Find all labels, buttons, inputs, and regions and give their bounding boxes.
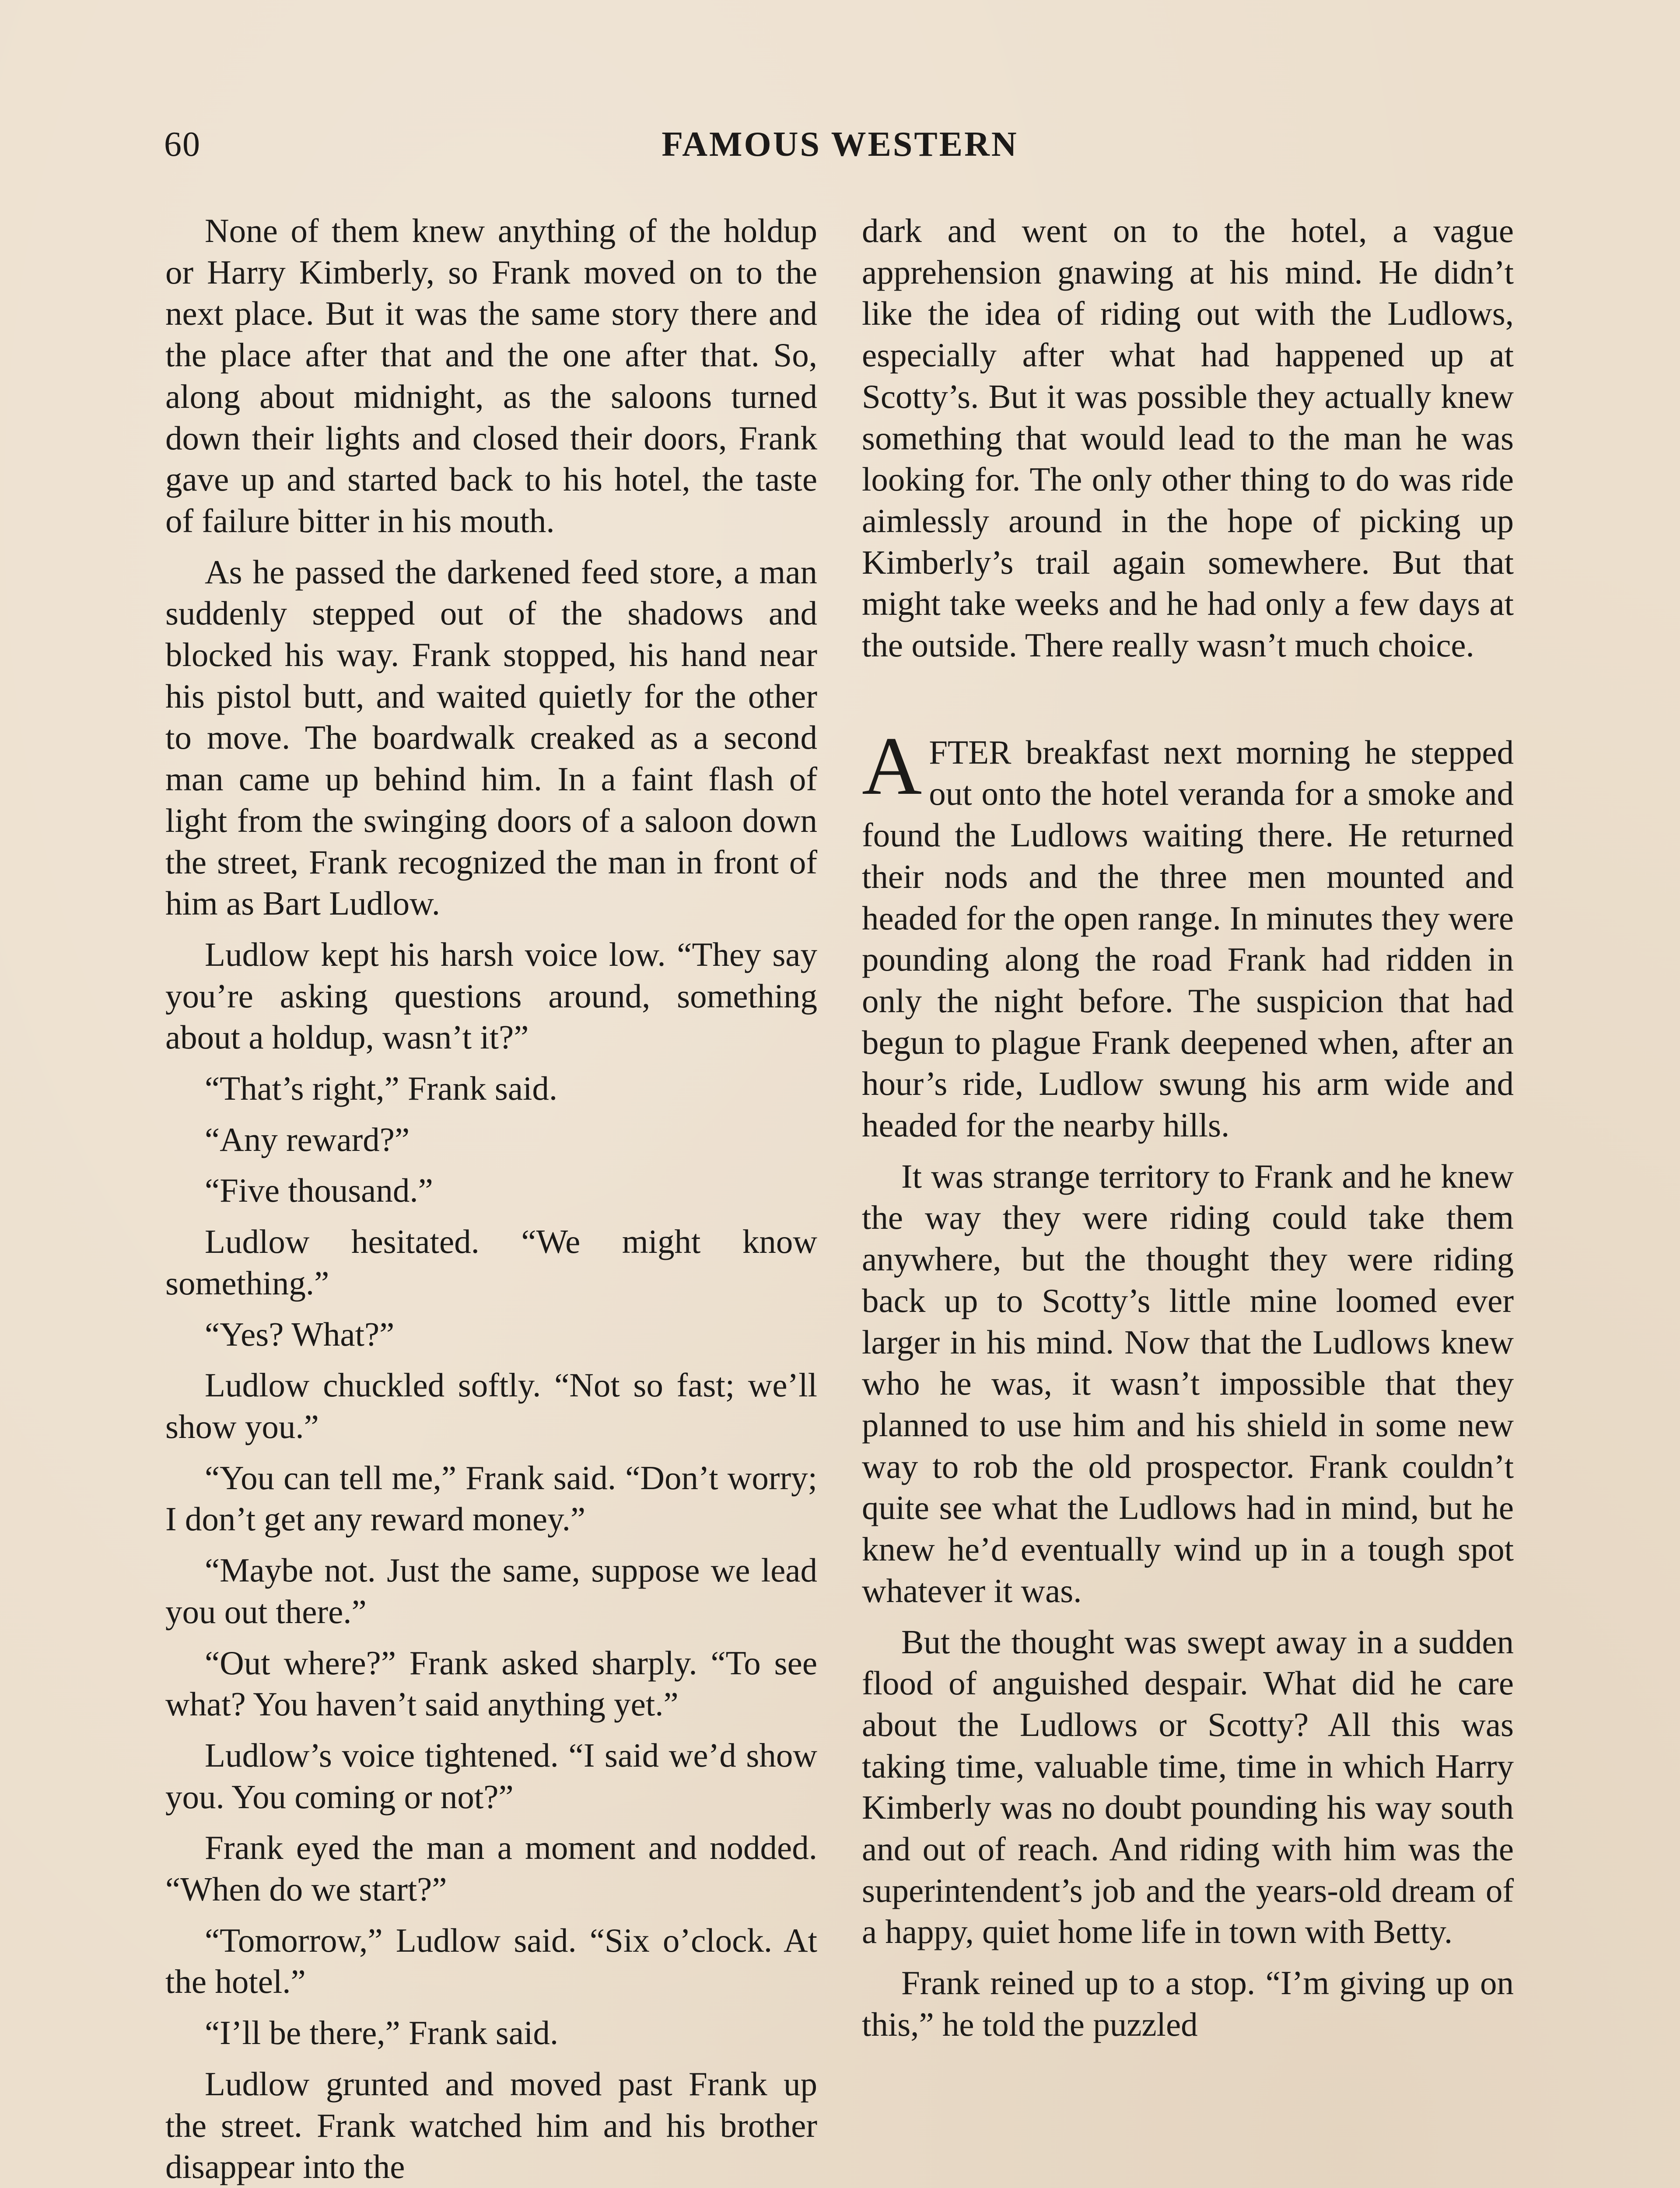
dialogue-line: “Yes? What?” [205, 1315, 395, 1353]
section-opening-paragraph [862, 720, 1514, 1146]
paragraph: “Tomorrow,” Ludlow said. “Six o’clock. At the hotel.” [165, 1921, 817, 2001]
paragraph: “You can tell me,” Frank said. “Don’t worry; I don’t get any reward money.” [165, 1459, 817, 1538]
paragraph: Ludlow hesitated. “We might know something.” [165, 1223, 817, 1302]
dialogue-line: “Five thousand.” [205, 1171, 433, 1210]
page-number: 60 [164, 125, 201, 164]
drop-cap: A [862, 720, 922, 812]
paragraph: Frank eyed the man a moment and nodded. “When do we start?” [165, 1829, 817, 1908]
section-opening-text: FTER breakfast next morning he stepped out onto the hotel veranda for a smoke and found the Ludlows waiting there. He returned their nods and the three men mounted and headed for the open range. In minutes they were pounding along the road Frank had ridden in only the night before. The suspicion that had begun to plague Frank deepened when, after an hour’s ride, Ludlow swung his arm wide and headed for the nearby hills. [862, 733, 1514, 1144]
continued-paragraph: dark and went on to the hotel, a vague apprehension gnawing at his mind. He didn’t like the idea of riding out with the Ludlows, especially after what had happened up at Scotty’s. But it was possible they actually knew something that would lead to the man he was looking for. The only other thing to do was ride aimlessly around in the hope of picking up Kimberly’s trail again somewhere. But that might take weeks and he had only a few days at the outside. There really wasn’t much choice. [862, 212, 1514, 664]
section-break [862, 666, 1514, 732]
paragraph: Ludlow chuckled softly. “Not so fast; we’ll show you.” [165, 1366, 817, 1445]
paragraph: As he passed the darkened feed store, a man suddenly stepped out of the shadows and blocked his way. Frank stopped, his hand near his pistol butt, and waited quietly for the other to move. The boardwalk creaked as a second man came up behind him. In a faint flash of light from the swinging doors of a saloon down the street, Frank recognized the man in front of him as Bart Ludlow. [165, 553, 817, 922]
paragraph: “Maybe not. Just the same, suppose we lead you out there.” [165, 1551, 817, 1630]
paragraph: Ludlow kept his harsh voice low. “They say you’re asking questions around, something about a holdup, wasn’t it?” [165, 935, 817, 1056]
right-column [862, 210, 1514, 2045]
paragraph: None of them knew anything of the holdup or Harry Kimberly, so Frank moved on to the next place. But it was the same story there and the place after that and the one after that. So, along about midnight, as the saloons turned down their lights and closed their doors, Frank gave up and started back to his hotel, the taste of failure bitter in his mouth. [165, 212, 817, 540]
paragraph: It was strange territory to Frank and he knew the way they were riding could take them anywhere, but the thought they were riding back up to Scotty’s little mine loomed ever larger in his mind. Now that the Ludlows knew who he was, it wasn’t impossible that they planned to use him and his shield in some new way to rob the old prospector. Frank couldn’t quite see what the Ludlows had in mind, but he knew he’d eventually wind up in a tough spot whatever it was. [862, 1157, 1514, 1609]
running-title: FAMOUS WESTERN [662, 125, 1018, 164]
page-header [164, 123, 1516, 175]
paragraph: Ludlow grunted and moved past Frank up the street. Frank watched him and his brother disappear into the [165, 2065, 817, 2186]
paragraph: But the thought was swept away in a sudden flood of anguished despair. What did he care about the Ludlows or Scotty? All this was taking time, valuable time, time in which Harry Kimberly was no doubt pounding his way south and out of reach. And riding with him was the superintendent’s job and the years-old dream of a happy, quiet home life in town with Betty. [862, 1623, 1514, 1951]
dialogue-line: “That’s right,” Frank said. [205, 1069, 558, 1108]
left-column [165, 210, 817, 2188]
paragraph: “Out where?” Frank asked sharply. “To see what? You haven’t said anything yet.” [165, 1644, 817, 1723]
paragraph: Ludlow’s voice tightened. “I said we’d show you. You coming or not?” [165, 1736, 817, 1816]
dialogue-line: “I’ll be there,” Frank said. [205, 2014, 559, 2052]
dialogue-line: “Any reward?” [205, 1120, 410, 1158]
paragraph: Frank reined up to a stop. “I’m giving up on this,” he told the puzzled [862, 1964, 1514, 2043]
